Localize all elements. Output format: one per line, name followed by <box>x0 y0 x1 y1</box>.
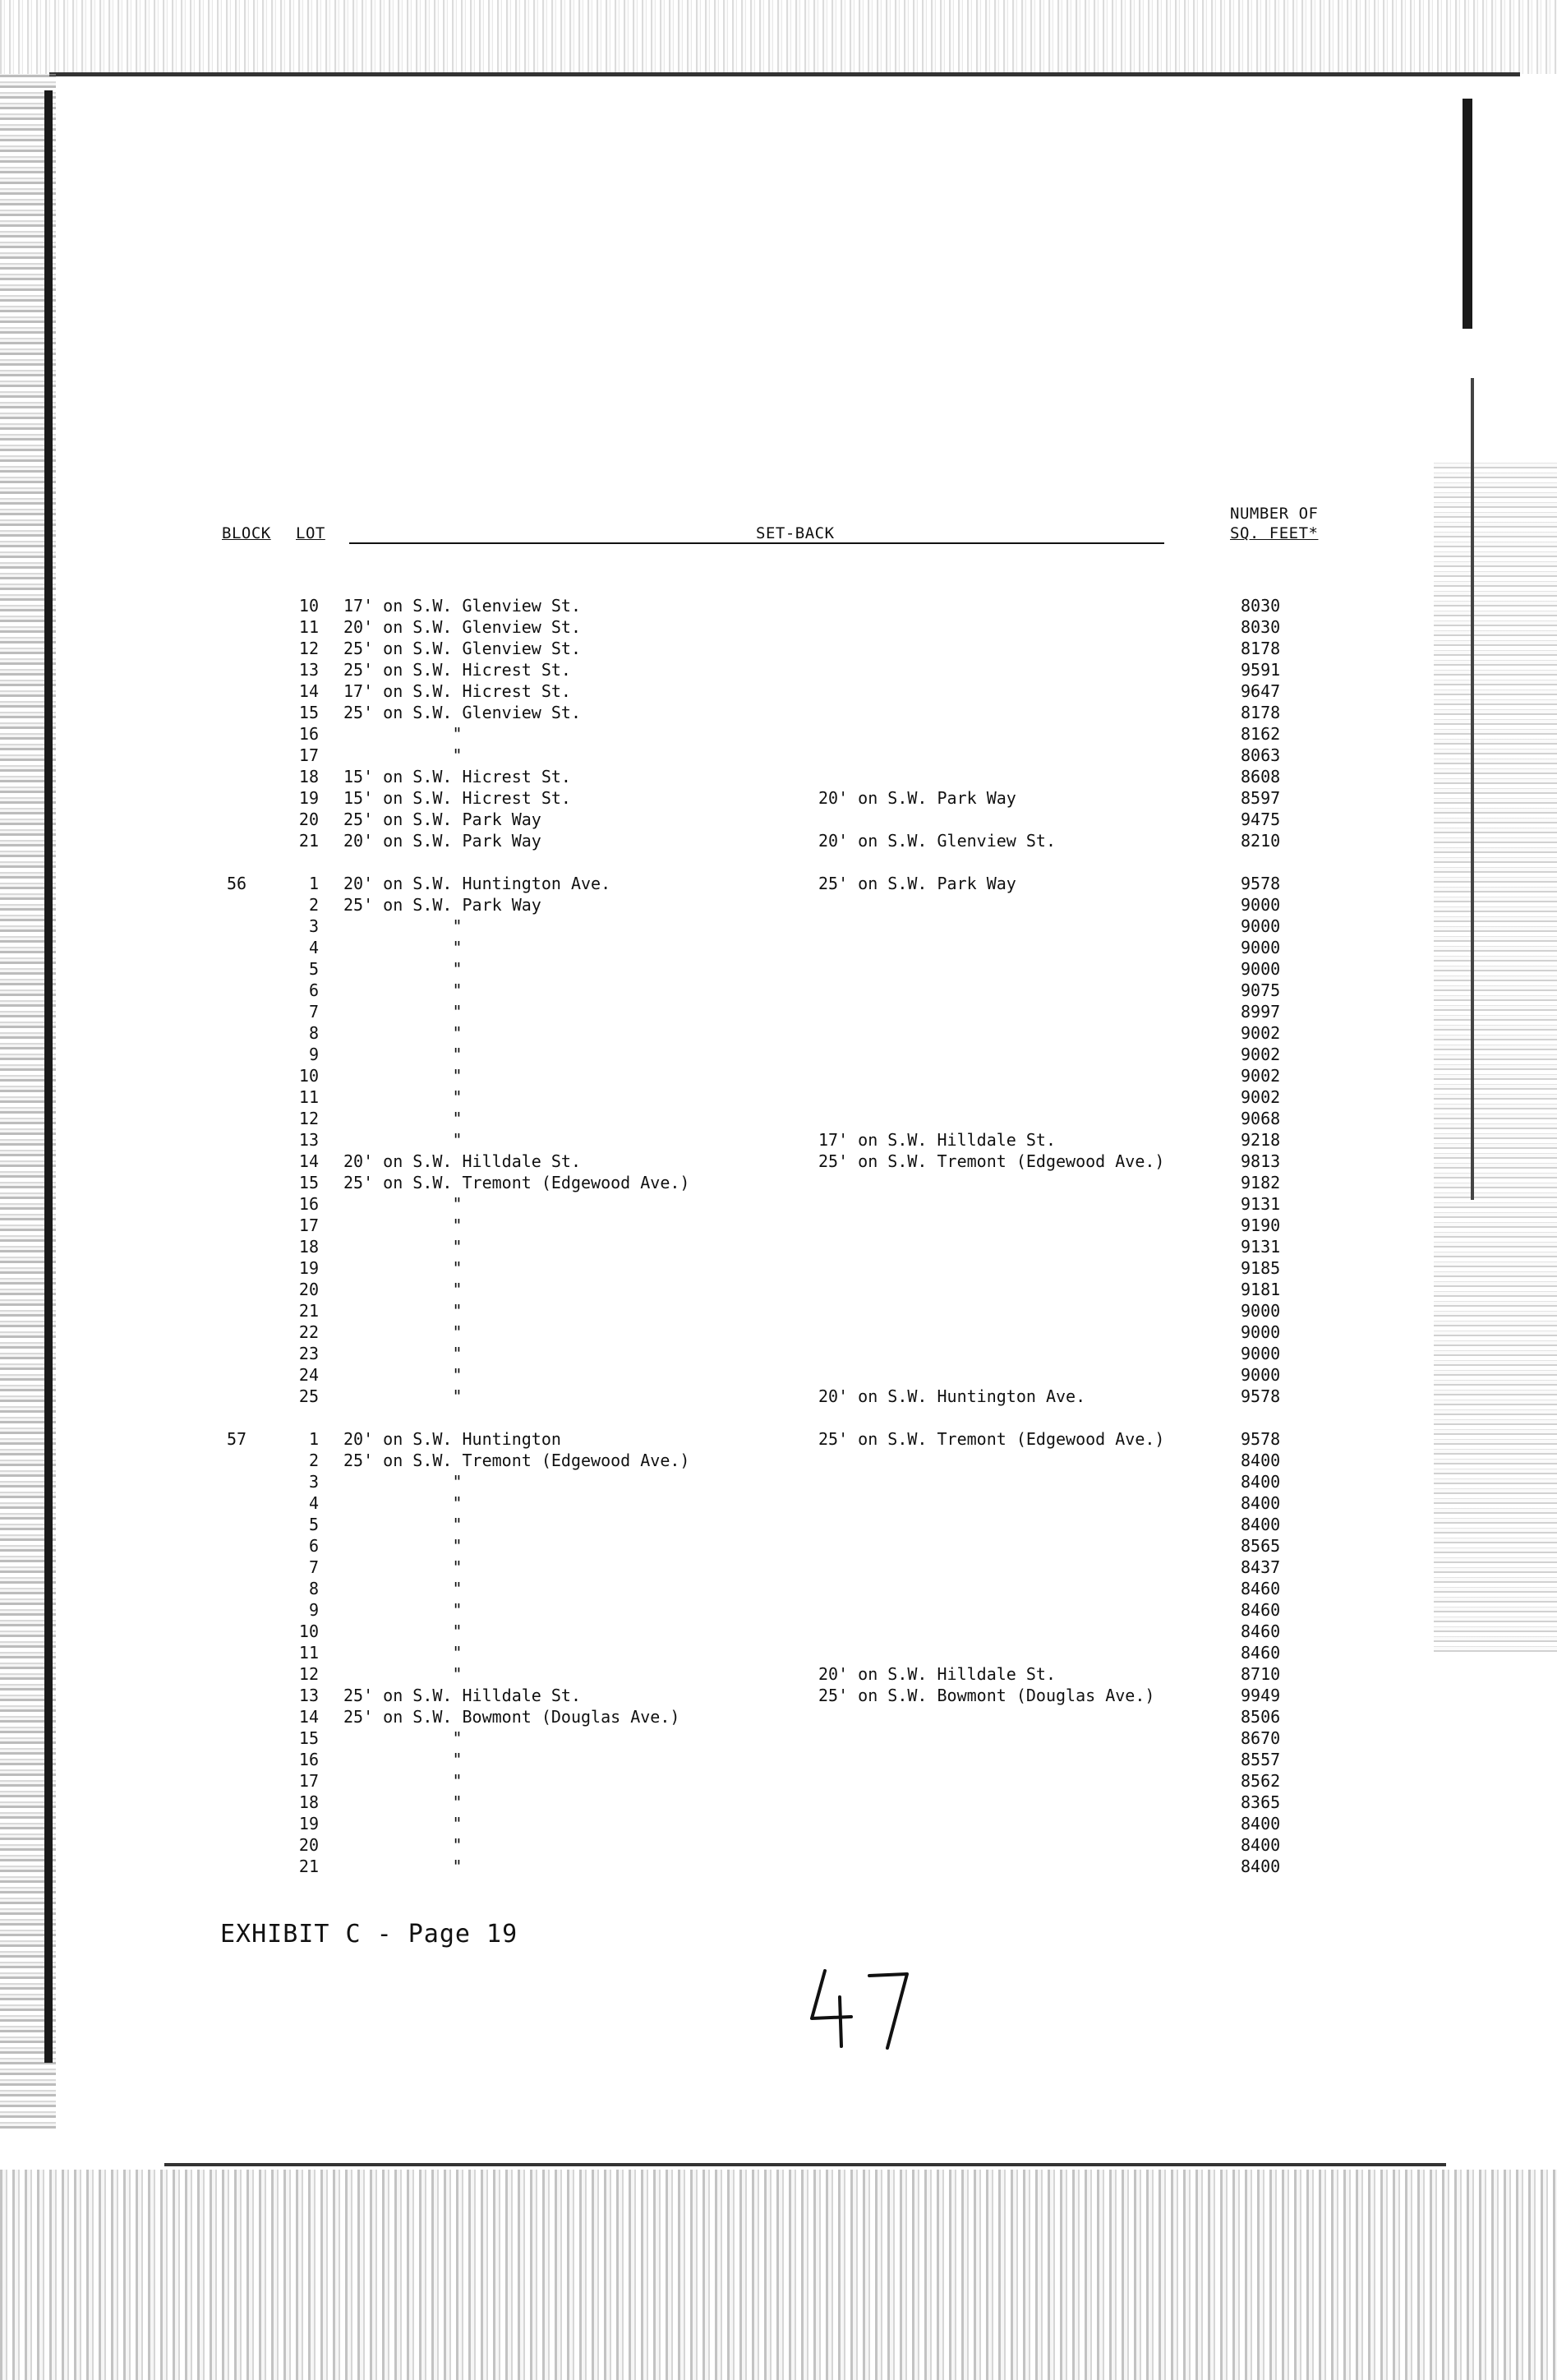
cell-setback: 25' on S.W. Glenview St. <box>343 639 581 658</box>
cell-setback: " <box>343 1301 463 1321</box>
header-block: BLOCK <box>222 524 271 542</box>
cell-lot: 2 <box>308 1451 319 1470</box>
cell-lot: 16 <box>298 1750 319 1769</box>
cell-lot: 15 <box>298 1728 319 1748</box>
cell-setback: " <box>343 1664 463 1684</box>
scan-edge-top <box>49 72 1520 76</box>
cell-sqft: 8365 <box>1241 1792 1281 1812</box>
table-row <box>0 873 1557 894</box>
table-row <box>0 1407 1557 1428</box>
cell-sqft: 8400 <box>1241 1493 1281 1513</box>
table-row <box>0 787 1557 809</box>
table-row <box>0 766 1557 787</box>
cell-sqft: 9068 <box>1241 1109 1281 1128</box>
table-row <box>0 1151 1557 1172</box>
cell-setback: 17' on S.W. Hicrest St. <box>343 681 571 701</box>
cell-setback: 17' on S.W. Glenview St. <box>343 596 581 616</box>
cell-lot: 14 <box>298 1707 319 1727</box>
cell-sqft: 8670 <box>1241 1728 1281 1748</box>
cell-lot: 22 <box>298 1322 319 1342</box>
cell-lot: 17 <box>298 1771 319 1791</box>
scan-noise-top <box>0 0 1557 74</box>
cell-setback: 25' on S.W. Tremont (Edgewood Ave.) <box>343 1173 690 1192</box>
table-row <box>0 1663 1557 1685</box>
table-row <box>0 1343 1557 1364</box>
cell-sqft: 9000 <box>1241 959 1281 979</box>
cell-lot: 18 <box>298 767 319 786</box>
cell-setback-secondary: 17' on S.W. Hilldale St. <box>818 1130 1056 1150</box>
cell-setback-secondary: 20' on S.W. Glenview St. <box>818 831 1056 851</box>
table-row <box>0 1492 1557 1514</box>
cell-lot: 10 <box>298 596 319 616</box>
table-row <box>0 1236 1557 1257</box>
cell-lot: 12 <box>298 1109 319 1128</box>
cell-lot: 6 <box>308 980 319 1000</box>
exhibit-label: EXHIBIT C - Page 19 <box>220 1920 518 1949</box>
scan-edge-right-mark <box>1463 99 1472 329</box>
table-row <box>0 1813 1557 1834</box>
table-row <box>0 1428 1557 1450</box>
cell-setback: 25' on S.W. Hicrest St. <box>343 660 571 680</box>
cell-setback: " <box>343 1771 463 1791</box>
table-row <box>0 1257 1557 1279</box>
cell-sqft: 8162 <box>1241 724 1281 744</box>
table-row <box>0 1749 1557 1770</box>
table-row <box>0 1535 1557 1557</box>
table-row <box>0 851 1557 873</box>
cell-sqft: 8565 <box>1241 1536 1281 1556</box>
cell-lot: 17 <box>298 745 319 765</box>
cell-setback: " <box>343 1493 463 1513</box>
cell-lot: 8 <box>308 1023 319 1043</box>
cell-lot: 18 <box>298 1237 319 1257</box>
cell-setback: " <box>343 1344 463 1363</box>
cell-lot: 10 <box>298 1066 319 1086</box>
cell-sqft: 9185 <box>1241 1258 1281 1278</box>
cell-setback-secondary: 20' on S.W. Park Way <box>818 788 1016 808</box>
cell-setback: " <box>343 1856 463 1876</box>
cell-lot: 11 <box>298 1643 319 1663</box>
cell-setback: " <box>343 1792 463 1812</box>
cell-setback-secondary: 25' on S.W. Tremont (Edgewood Ave.) <box>818 1151 1165 1171</box>
cell-setback: " <box>343 1087 463 1107</box>
cell-lot: 11 <box>298 1087 319 1107</box>
cell-sqft: 9075 <box>1241 980 1281 1000</box>
cell-lot: 10 <box>298 1621 319 1641</box>
header-sqft-line1: NUMBER OF <box>1230 505 1319 523</box>
cell-lot: 20 <box>298 809 319 829</box>
table-row <box>0 702 1557 723</box>
table-row <box>0 1557 1557 1578</box>
cell-lot: 23 <box>298 1344 319 1363</box>
cell-setback: 20' on S.W. Huntington <box>343 1429 561 1449</box>
cell-setback: " <box>343 1643 463 1663</box>
cell-setback: 20' on S.W. Huntington Ave. <box>343 874 611 893</box>
cell-sqft: 9578 <box>1241 1386 1281 1406</box>
cell-setback: 25' on S.W. Glenview St. <box>343 703 581 722</box>
cell-setback: " <box>343 1322 463 1342</box>
cell-lot: 21 <box>298 1856 319 1876</box>
table-row <box>0 958 1557 980</box>
cell-sqft: 9578 <box>1241 1429 1281 1449</box>
cell-sqft: 8063 <box>1241 745 1281 765</box>
cell-lot: 25 <box>298 1386 319 1406</box>
cell-sqft: 8460 <box>1241 1579 1281 1598</box>
cell-sqft: 9131 <box>1241 1194 1281 1214</box>
cell-lot: 18 <box>298 1792 319 1812</box>
cell-lot: 21 <box>298 831 319 851</box>
cell-sqft: 9182 <box>1241 1173 1281 1192</box>
cell-lot: 14 <box>298 1151 319 1171</box>
cell-setback: " <box>343 1045 463 1064</box>
cell-lot: 16 <box>298 724 319 744</box>
cell-lot: 13 <box>298 1686 319 1705</box>
cell-sqft: 8557 <box>1241 1750 1281 1769</box>
table-row <box>0 595 1557 616</box>
cell-setback: 15' on S.W. Hicrest St. <box>343 767 571 786</box>
table-row <box>0 1022 1557 1044</box>
cell-setback: " <box>343 1579 463 1598</box>
cell-sqft: 8178 <box>1241 639 1281 658</box>
cell-lot: 15 <box>298 703 319 722</box>
cell-setback: 20' on S.W. Park Way <box>343 831 541 851</box>
table-row <box>0 1471 1557 1492</box>
cell-sqft: 9647 <box>1241 681 1281 701</box>
cell-setback: 25' on S.W. Bowmont (Douglas Ave.) <box>343 1707 680 1727</box>
table-row <box>0 980 1557 1001</box>
cell-setback: " <box>343 1600 463 1620</box>
table-row <box>0 1044 1557 1065</box>
cell-setback: " <box>343 959 463 979</box>
cell-sqft: 8030 <box>1241 596 1281 616</box>
table-row <box>0 1086 1557 1108</box>
cell-sqft: 9002 <box>1241 1066 1281 1086</box>
cell-block: 57 <box>227 1429 247 1449</box>
cell-setback: " <box>343 1557 463 1577</box>
header-sqft-line2: SQ. FEET* <box>1230 524 1319 542</box>
scan-edge-bottom <box>164 2163 1446 2166</box>
header-setback-rule <box>349 542 1164 544</box>
table-row <box>0 1727 1557 1749</box>
cell-sqft: 8400 <box>1241 1472 1281 1492</box>
cell-setback-secondary: 25' on S.W. Park Way <box>818 874 1016 893</box>
cell-setback: " <box>343 1215 463 1235</box>
cell-sqft: 9000 <box>1241 916 1281 936</box>
table-row <box>0 1364 1557 1386</box>
cell-setback: " <box>343 1194 463 1214</box>
cell-setback: " <box>343 1109 463 1128</box>
cell-setback: " <box>343 1386 463 1406</box>
cell-sqft: 8400 <box>1241 1835 1281 1855</box>
cell-setback: " <box>343 1002 463 1022</box>
cell-lot: 19 <box>298 1814 319 1833</box>
cell-lot: 14 <box>298 681 319 701</box>
table-row <box>0 894 1557 916</box>
table-row <box>0 1578 1557 1599</box>
cell-sqft: 8210 <box>1241 831 1281 851</box>
cell-setback: " <box>343 1515 463 1534</box>
cell-lot: 12 <box>298 639 319 658</box>
table-row <box>0 1321 1557 1343</box>
table-row <box>0 659 1557 680</box>
cell-setback: " <box>343 745 463 765</box>
lot-table <box>0 595 1557 1877</box>
table-row <box>0 1386 1557 1407</box>
cell-sqft: 9002 <box>1241 1087 1281 1107</box>
cell-lot: 13 <box>298 1130 319 1150</box>
cell-sqft: 9002 <box>1241 1045 1281 1064</box>
cell-sqft: 8506 <box>1241 1707 1281 1727</box>
cell-sqft: 8460 <box>1241 1643 1281 1663</box>
cell-sqft: 9218 <box>1241 1130 1281 1150</box>
table-row <box>0 1621 1557 1642</box>
cell-setback: " <box>343 1750 463 1769</box>
cell-setback: 25' on S.W. Park Way <box>343 809 541 829</box>
cell-lot: 20 <box>298 1280 319 1299</box>
cell-setback: " <box>343 1023 463 1043</box>
cell-lot: 5 <box>308 1515 319 1534</box>
cell-lot: 6 <box>308 1536 319 1556</box>
cell-lot: 17 <box>298 1215 319 1235</box>
table-row <box>0 1129 1557 1151</box>
cell-lot: 12 <box>298 1664 319 1684</box>
cell-setback: " <box>343 1728 463 1748</box>
cell-sqft: 8997 <box>1241 1002 1281 1022</box>
table-row <box>0 680 1557 702</box>
cell-sqft: 9000 <box>1241 895 1281 915</box>
cell-setback-secondary: 20' on S.W. Huntington Ave. <box>818 1386 1086 1406</box>
cell-sqft: 9181 <box>1241 1280 1281 1299</box>
table-row <box>0 1599 1557 1621</box>
cell-lot: 19 <box>298 788 319 808</box>
cell-sqft: 8400 <box>1241 1451 1281 1470</box>
cell-sqft: 8178 <box>1241 703 1281 722</box>
cell-setback: " <box>343 1237 463 1257</box>
table-row <box>0 1001 1557 1022</box>
header-setback: SET-BACK <box>756 524 835 542</box>
cell-lot: 19 <box>298 1258 319 1278</box>
cell-block: 56 <box>227 874 247 893</box>
cell-setback: " <box>343 724 463 744</box>
cell-sqft: 9190 <box>1241 1215 1281 1235</box>
table-row <box>0 1834 1557 1856</box>
cell-sqft: 9000 <box>1241 1322 1281 1342</box>
table-row <box>0 830 1557 851</box>
cell-lot: 8 <box>308 1579 319 1598</box>
scan-noise-bottom <box>0 2170 1557 2380</box>
cell-lot: 9 <box>308 1600 319 1620</box>
cell-lot: 4 <box>308 938 319 957</box>
cell-sqft: 8460 <box>1241 1621 1281 1641</box>
cell-sqft: 8562 <box>1241 1771 1281 1791</box>
table-row <box>0 616 1557 638</box>
cell-sqft: 8597 <box>1241 788 1281 808</box>
cell-lot: 9 <box>308 1045 319 1064</box>
table-row <box>0 638 1557 659</box>
cell-lot: 3 <box>308 916 319 936</box>
cell-setback-secondary: 25' on S.W. Tremont (Edgewood Ave.) <box>818 1429 1165 1449</box>
cell-setback: " <box>343 980 463 1000</box>
cell-setback: " <box>343 916 463 936</box>
table-row <box>0 1770 1557 1792</box>
table-row <box>0 1856 1557 1877</box>
table-row <box>0 1642 1557 1663</box>
cell-sqft: 8400 <box>1241 1814 1281 1833</box>
header-lot: LOT <box>296 524 325 542</box>
table-row <box>0 1193 1557 1215</box>
cell-sqft: 8608 <box>1241 767 1281 786</box>
cell-setback-secondary: 25' on S.W. Bowmont (Douglas Ave.) <box>818 1686 1155 1705</box>
table-row <box>0 1450 1557 1471</box>
cell-setback: 20' on S.W. Glenview St. <box>343 617 581 637</box>
table-row <box>0 1300 1557 1321</box>
cell-lot: 4 <box>308 1493 319 1513</box>
cell-sqft: 9475 <box>1241 809 1281 829</box>
cell-setback: " <box>343 1835 463 1855</box>
cell-lot: 15 <box>298 1173 319 1192</box>
cell-setback: 15' on S.W. Hicrest St. <box>343 788 571 808</box>
table-row <box>0 1514 1557 1535</box>
cell-sqft: 9000 <box>1241 1344 1281 1363</box>
cell-lot: 21 <box>298 1301 319 1321</box>
cell-lot: 13 <box>298 660 319 680</box>
cell-sqft: 9578 <box>1241 874 1281 893</box>
table-row <box>0 745 1557 766</box>
table-row <box>0 1685 1557 1706</box>
cell-sqft: 9002 <box>1241 1023 1281 1043</box>
cell-lot: 11 <box>298 617 319 637</box>
cell-sqft: 9000 <box>1241 1301 1281 1321</box>
table-row <box>0 1706 1557 1727</box>
cell-setback: " <box>343 1130 463 1150</box>
cell-setback: " <box>343 1066 463 1086</box>
cell-lot: 1 <box>308 1429 319 1449</box>
cell-setback: 25' on S.W. Park Way <box>343 895 541 915</box>
cell-setback: 25' on S.W. Hilldale St. <box>343 1686 581 1705</box>
cell-sqft: 8030 <box>1241 617 1281 637</box>
table-row <box>0 916 1557 937</box>
cell-setback-secondary: 20' on S.W. Hilldale St. <box>818 1664 1056 1684</box>
table-row <box>0 809 1557 830</box>
table-row <box>0 1792 1557 1813</box>
handwritten-page-number <box>805 1964 920 2055</box>
cell-lot: 24 <box>298 1365 319 1385</box>
cell-sqft: 9000 <box>1241 1365 1281 1385</box>
table-row <box>0 1215 1557 1236</box>
cell-lot: 16 <box>298 1194 319 1214</box>
table-row <box>0 1065 1557 1086</box>
cell-setback: " <box>343 1365 463 1385</box>
cell-lot: 7 <box>308 1002 319 1022</box>
cell-sqft: 9813 <box>1241 1151 1281 1171</box>
cell-sqft: 8400 <box>1241 1515 1281 1534</box>
table-row <box>0 1172 1557 1193</box>
cell-setback: " <box>343 938 463 957</box>
cell-sqft: 8400 <box>1241 1856 1281 1876</box>
cell-setback: " <box>343 1536 463 1556</box>
cell-setback: " <box>343 1621 463 1641</box>
cell-lot: 5 <box>308 959 319 979</box>
cell-setback: 20' on S.W. Hilldale St. <box>343 1151 581 1171</box>
cell-lot: 7 <box>308 1557 319 1577</box>
table-row <box>0 1279 1557 1300</box>
cell-lot: 3 <box>308 1472 319 1492</box>
cell-setback: " <box>343 1472 463 1492</box>
cell-setback: 25' on S.W. Tremont (Edgewood Ave.) <box>343 1451 690 1470</box>
table-row <box>0 1108 1557 1129</box>
cell-sqft: 9591 <box>1241 660 1281 680</box>
cell-setback: " <box>343 1814 463 1833</box>
cell-sqft: 9000 <box>1241 938 1281 957</box>
cell-sqft: 9131 <box>1241 1237 1281 1257</box>
cell-setback: " <box>343 1280 463 1299</box>
cell-sqft: 9949 <box>1241 1686 1281 1705</box>
cell-setback: " <box>343 1258 463 1278</box>
cell-sqft: 8437 <box>1241 1557 1281 1577</box>
cell-lot: 2 <box>308 895 319 915</box>
cell-sqft: 8710 <box>1241 1664 1281 1684</box>
table-row <box>0 937 1557 958</box>
cell-lot: 20 <box>298 1835 319 1855</box>
cell-lot: 1 <box>308 874 319 893</box>
table-row <box>0 723 1557 745</box>
cell-sqft: 8460 <box>1241 1600 1281 1620</box>
